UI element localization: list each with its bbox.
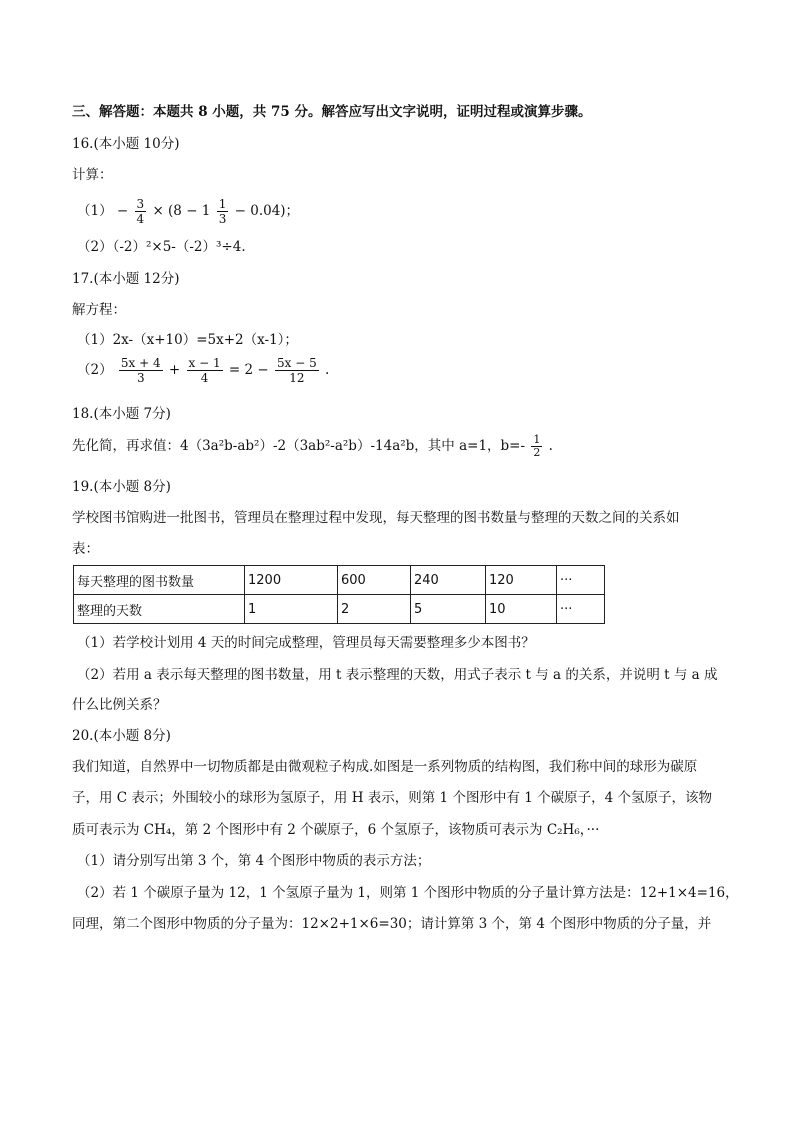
q16-item1-end: − 0.04)； — [234, 203, 300, 219]
q17-item2-frac3 — [275, 356, 319, 385]
q19-data-table — [73, 565, 605, 624]
frac-denominator: 4 — [200, 371, 209, 385]
q20-line1: 我们知道，自然界中一切物质都是由微观粒子构成.如图是一系列物质的结构图，我们称中间的球形为碳原 — [72, 759, 698, 775]
q17-item2-plus: + — [168, 362, 181, 378]
table-row — [74, 595, 605, 624]
q18-text-line — [72, 432, 553, 460]
q17-item2-frac2 — [187, 356, 223, 385]
table-cell: 1 — [245, 595, 338, 624]
q18-title: 18.(本小题 7分) — [72, 406, 171, 422]
table-cell: 240 — [411, 566, 486, 595]
q17-item2-eq: = 2 − — [228, 362, 269, 378]
table-cell: 整理的天数 — [74, 595, 245, 624]
table-cell: ··· — [557, 566, 605, 595]
q17-item2 — [77, 356, 329, 385]
q20-part2-line2: 同理，第二个图形中物质的分子量为：12×2+1×6=30；请计算第 3 个，第 4 个图形中物质的分子量，并 — [72, 916, 712, 932]
section-header: 三、解答题：本题共 8 小题，共 75 分。解答应写出文字说明，证明过程或演算步骤。 — [72, 104, 592, 120]
q17-prompt: 解方程： — [72, 302, 126, 318]
frac-numerator: x − 1 — [188, 356, 221, 370]
frac-denominator: 12 — [289, 371, 305, 385]
frac-numerator: 5x + 4 — [120, 356, 161, 370]
table-cell: 1200 — [245, 566, 338, 595]
q19-part2-line2: 什么比例关系？ — [72, 697, 167, 713]
table-cell: 2 — [338, 595, 411, 624]
q19-part1: （1）若学校计划用 4 天的时间完成整理，管理员每天需要整理多少本图书？ — [77, 635, 535, 651]
table-cell: ··· — [557, 595, 605, 624]
q19-intro-line2: 表： — [72, 541, 99, 557]
table-row — [74, 566, 605, 595]
q16-item2: （2）（-2）²×5-（-2）³÷4. — [77, 239, 246, 255]
q20-title: 20.(本小题 8分) — [72, 728, 171, 744]
q17-title: 17.(本小题 12分) — [72, 271, 180, 287]
table-cell: 120 — [486, 566, 557, 595]
table-cell: 每天整理的图书数量 — [74, 566, 245, 595]
frac-denominator: 2 — [533, 446, 541, 459]
q20-part2-line1: （2）若 1 个碳原子量为 12，1 个氢原子量为 1，则第 1 个图形中物质的分子量计算方法是：12+1×4=16， — [77, 885, 739, 901]
q16-item1-label: （1） — [77, 203, 113, 219]
frac-numerator: 3 — [136, 197, 145, 211]
q16-item1 — [77, 197, 299, 226]
table-cell: 600 — [338, 566, 411, 595]
q17-item2-frac1 — [119, 356, 163, 385]
frac-denominator: 3 — [218, 212, 227, 226]
frac-numerator: 5x − 5 — [277, 356, 317, 370]
frac-denominator: 3 — [136, 371, 145, 385]
q20-line3: 质可表示为 CH₄，第 2 个图形中有 2 个碳原子，6 个氢原子，该物质可表示为 C₂H₆，··· — [72, 822, 600, 838]
q17-item1: （1）2x-（x+10）=5x+2（x-1）； — [77, 332, 298, 348]
q18-end: . — [548, 438, 553, 454]
q16-item1-sign: − — [116, 203, 129, 219]
q18-text: 先化简，再求值：4（3a²b-ab²）-2（3ab²-a²b）-14a²b，其中 a=1，b=- — [72, 438, 526, 454]
table-cell: 10 — [486, 595, 557, 624]
q18-frac — [531, 434, 542, 459]
table-cell: 5 — [411, 595, 486, 624]
frac-numerator: 1 — [218, 197, 227, 211]
q16-item1-mid: × (8 − 1 — [152, 203, 211, 219]
q16-title: 16.(本小题 10分) — [72, 136, 180, 152]
q16-item1-frac2 — [217, 197, 229, 226]
q19-part2-line1: （2）若用 a 表示每天整理的图书数量，用 t 表示整理的天数，用式子表示 t 与 a 的关系，并说明 t 与 a 成 — [77, 667, 718, 683]
q20-line2: 子，用 C 表示；外围较小的球形为氢原子，用 H 表示，则第 1 个图形中有 1 个碳原子，4 个氢原子，该物 — [72, 790, 712, 806]
q20-part1: （1）请分别写出第 3 个，第 4 个图形中物质的表示方法； — [77, 853, 431, 869]
q17-item2-label: （2） — [77, 362, 113, 378]
frac-numerator: 1 — [533, 433, 541, 446]
frac-denominator: 4 — [136, 212, 145, 226]
q16-prompt: 计算： — [72, 167, 113, 183]
q17-item2-end: . — [325, 362, 330, 378]
q19-title: 19.(本小题 8分) — [72, 479, 171, 495]
q16-item1-frac1 — [135, 197, 147, 226]
q19-intro-line1: 学校图书馆购进一批图书，管理员在整理过程中发现，每天整理的图书数量与整理的天数之间的关系如 — [72, 510, 680, 526]
